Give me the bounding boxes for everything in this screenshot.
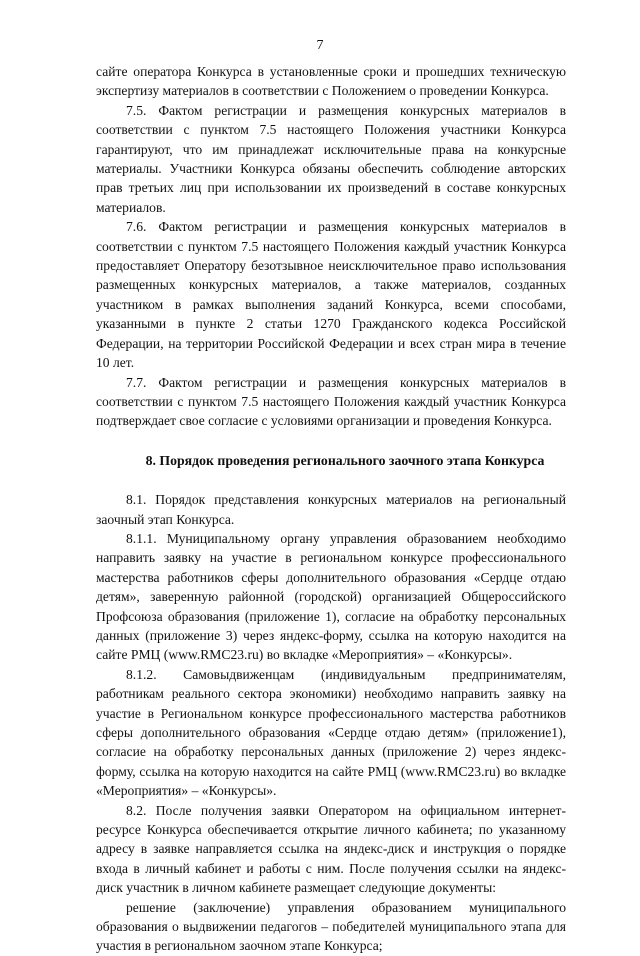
- paragraph-7-7: 7.7. Фактом регистрации и размещения конкурсных материалов в соответствии с пунктом 7.5 настоящего Положения каждый участник Конкурса подтверждает свое согласие с условиями организации и проведения Конкурса.: [96, 374, 566, 429]
- paragraph-8-1-2: 8.1.2. Самовыдвиженцам (индивидуальным предпринимателям, работникам реального сектора экономики) необходимо направить заявку на участие в Региональном конкурсе профессионального мастерства работников сферы дополнительного образования «Сердце отдаю детям» (приложение1), согласие на обработку персональных данных (приложение 2) через яндекс-форму, ссылка на которую находится на сайте РМЦ (www.RMC23.ru) во вкладке «Мероприятия» – «Конкурсы».: [96, 666, 566, 799]
- paragraph-continuation: сайте оператора Конкурса в установленные сроки и прошедших техническую экспертизу материалов в соответствии с Положением о проведении Конкурса.: [96, 64, 566, 99]
- paragraph-7-6: 7.6. Фактом регистрации и размещения конкурсных материалов в соответствии с пунктом 7.5 настоящего Положения каждый участник Конкурса предоставляет Оператору безотзывное неисключительное право использования размещенных конкурсных материалов, а также материалов, созданных участником в рамках выполнения заданий Конкурса, всеми способами, указанными в пункте 2 статьи 1270 Гражданского кодекса Российской Федерации, на территории Российской Федерации и всех стран мира в течение 10 лет.: [96, 219, 566, 371]
- document-body: [96, 62, 566, 956]
- page-number: 7: [316, 38, 324, 53]
- paragraph-8-1: 8.1. Порядок представления конкурсных материалов на региональный заочный этап Конкурса.: [96, 492, 566, 527]
- paragraph-decision: решение (заключение) управления образованием муниципального образования о выдвижении педагогов – победителей муниципального этапа для участия в региональном заочном этапе Конкурса;: [96, 899, 566, 954]
- paragraph-7-5: 7.5. Фактом регистрации и размещения конкурсных материалов в соответствии с пунктом 7.5 настоящего Положения участники Конкурса гарантируют, что им принадлежат исключительные права на конкурсные материалы. Участники Конкурса обязаны обеспечить соблюдение авторских прав третьих лиц при использовании их произведений в составе конкурсных материалов.: [96, 102, 566, 215]
- paragraph-8-1-1: 8.1.1. Муниципальному органу управления образованием необходимо направить заявку на участие в региональном конкурсе профессионального мастерства работников сферы дополнительного образования «Сердце отдаю детям», завеpенную районной (городской) организацией Общероссийского Профсоюза образования (приложение 1), согласие на обработку персональных данных (приложение 3) через яндекс-форму, ссылка на которую находится на сайте РМЦ (www.RMC23.ru) во вкладке «Мероприятия» – «Конкурсы».: [96, 530, 566, 663]
- section-heading-8: 8. Порядок проведения регионального заочного этапа Конкурса: [145, 452, 545, 468]
- paragraph-8-2: 8.2. После получения заявки Оператором на официальном интернет-ресурсе Конкурса обеспечивается открытие личного кабинета; по указанному адресу в заявке направляется ссылка на яндекс-диск и инструкция о порядке входа в личный кабинет и работы с ним. После получения ссылки на яндекс-диск участник в личном кабинете размещает следующие документы:: [96, 802, 566, 896]
